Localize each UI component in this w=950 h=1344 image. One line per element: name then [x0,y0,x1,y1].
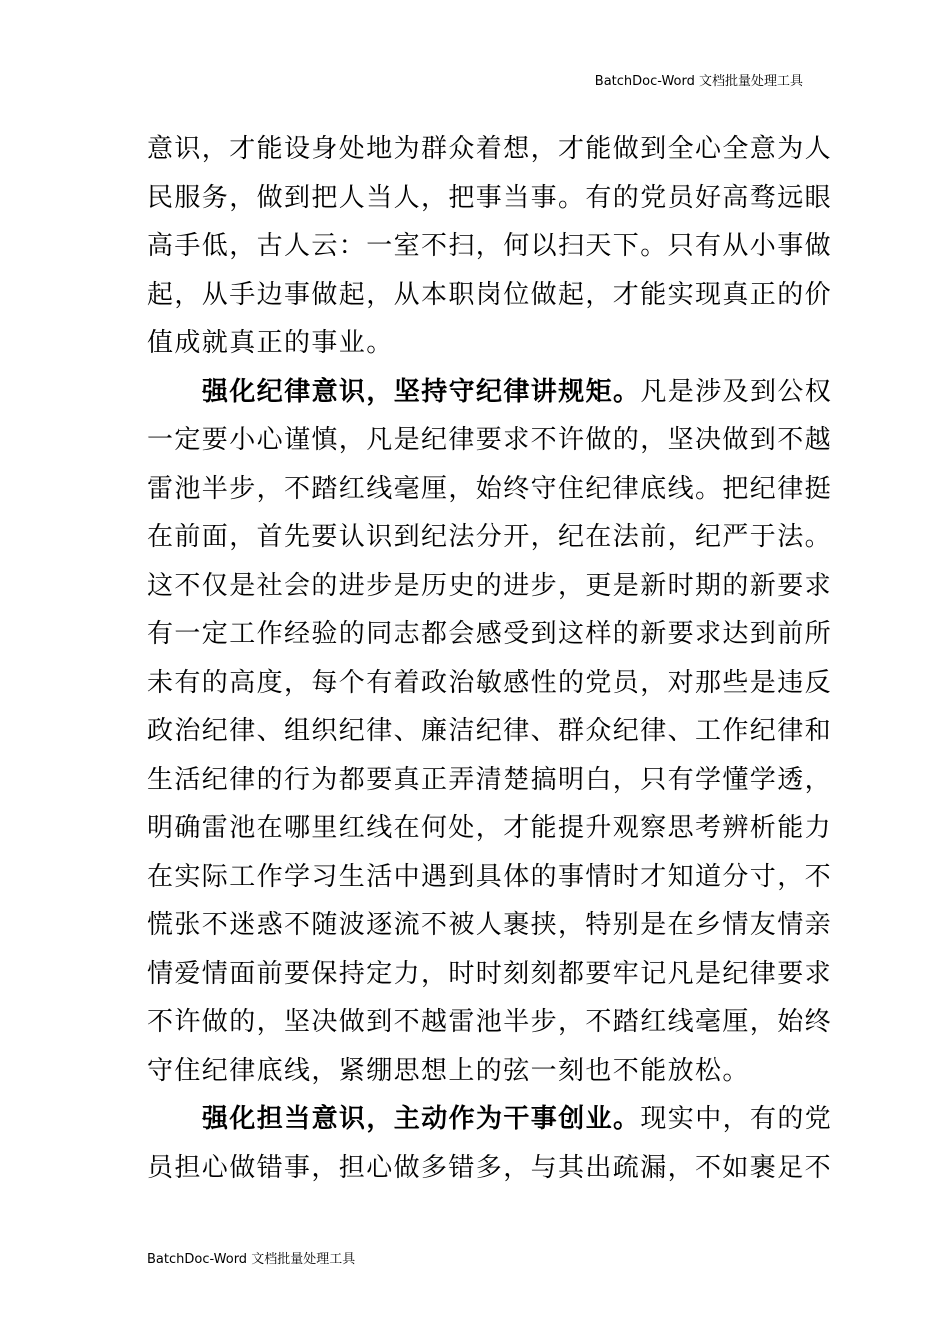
page-footer: BatchDoc-Word 文档批量处理工具 [147,1252,356,1267]
paragraph-heading-line [147,1095,833,1144]
text-line: 政治纪律、组织纪律、廉洁纪律、群众纪律、工作纪律和 [147,716,833,746]
page-header: BatchDoc-Word 文档批量处理工具 [594,74,803,89]
text-line: 守住纪律底线，紧绷思想上的弦一刻也不能放松。 [147,1055,750,1086]
text-line: 有一定工作经验的同志都会感受到这样的新要求达到前所 [147,619,833,649]
text-line: 未有的高度，每个有着政治敏感性的党员，对那些是违反 [147,667,833,698]
text-line: 慌张不迷惑不随波逐流不被人裹挟，特别是在乡情友情亲 [147,910,833,940]
text-line: 一定要小心谨慎，凡是纪律要求不许做的，坚决做到不越 [147,425,833,455]
bold-heading: 强化纪律意识，坚持守纪律讲规矩。 [202,376,641,407]
text-line: 生活纪律的行为都要真正弄清楚搞明白，只有学懂学透， [147,764,833,795]
text-run: 凡是涉及到公权 [640,376,833,407]
text-line: 明确雷池在哪里红线在何处，才能提升观察思考辨析能力 [147,813,833,843]
text-line: 不许做的，坚决做到不越雷池半步，不踏红线毫厘，始终 [147,1007,833,1037]
text-line: 在前面，首先要认识到纪法分开，纪在法前，纪严于法。 [147,522,833,552]
text-line: 民服务，做到把人当人，把事当事。有的党员好高骛远眼 [147,182,833,213]
paragraph-heading-line [147,368,833,417]
text-line: 意识，才能设身处地为群众着想，才能做到全心全意为人 [147,134,833,164]
text-line: 值成就真正的事业。 [147,328,394,358]
bold-heading: 强化担当意识，主动作为干事创业。 [202,1104,641,1134]
text-line: 情爱情面前要保持定力，时时刻刻都要牢记凡是纪律要求 [147,958,833,989]
document-body [147,125,833,1192]
text-line: 在实际工作学习生活中遇到具体的事情时才知道分寸，不 [147,861,833,892]
text-line: 员担心做错事，担心做多错多，与其出疏漏，不如裹足不 [147,1152,833,1183]
text-line: 这不仅是社会的进步是历史的进步，更是新时期的新要求 [147,570,833,601]
text-line: 雷池半步，不踏红线毫厘，始终守住纪律底线。把纪律挺 [147,473,833,504]
text-line: 起，从手边事做起，从本职岗位做起，才能实现真正的价 [147,279,833,310]
text-line: 高手低，古人云：一室不扫，何以扫天下。只有从小事做 [147,231,833,261]
text-run: 现实中，有的党 [640,1104,833,1134]
